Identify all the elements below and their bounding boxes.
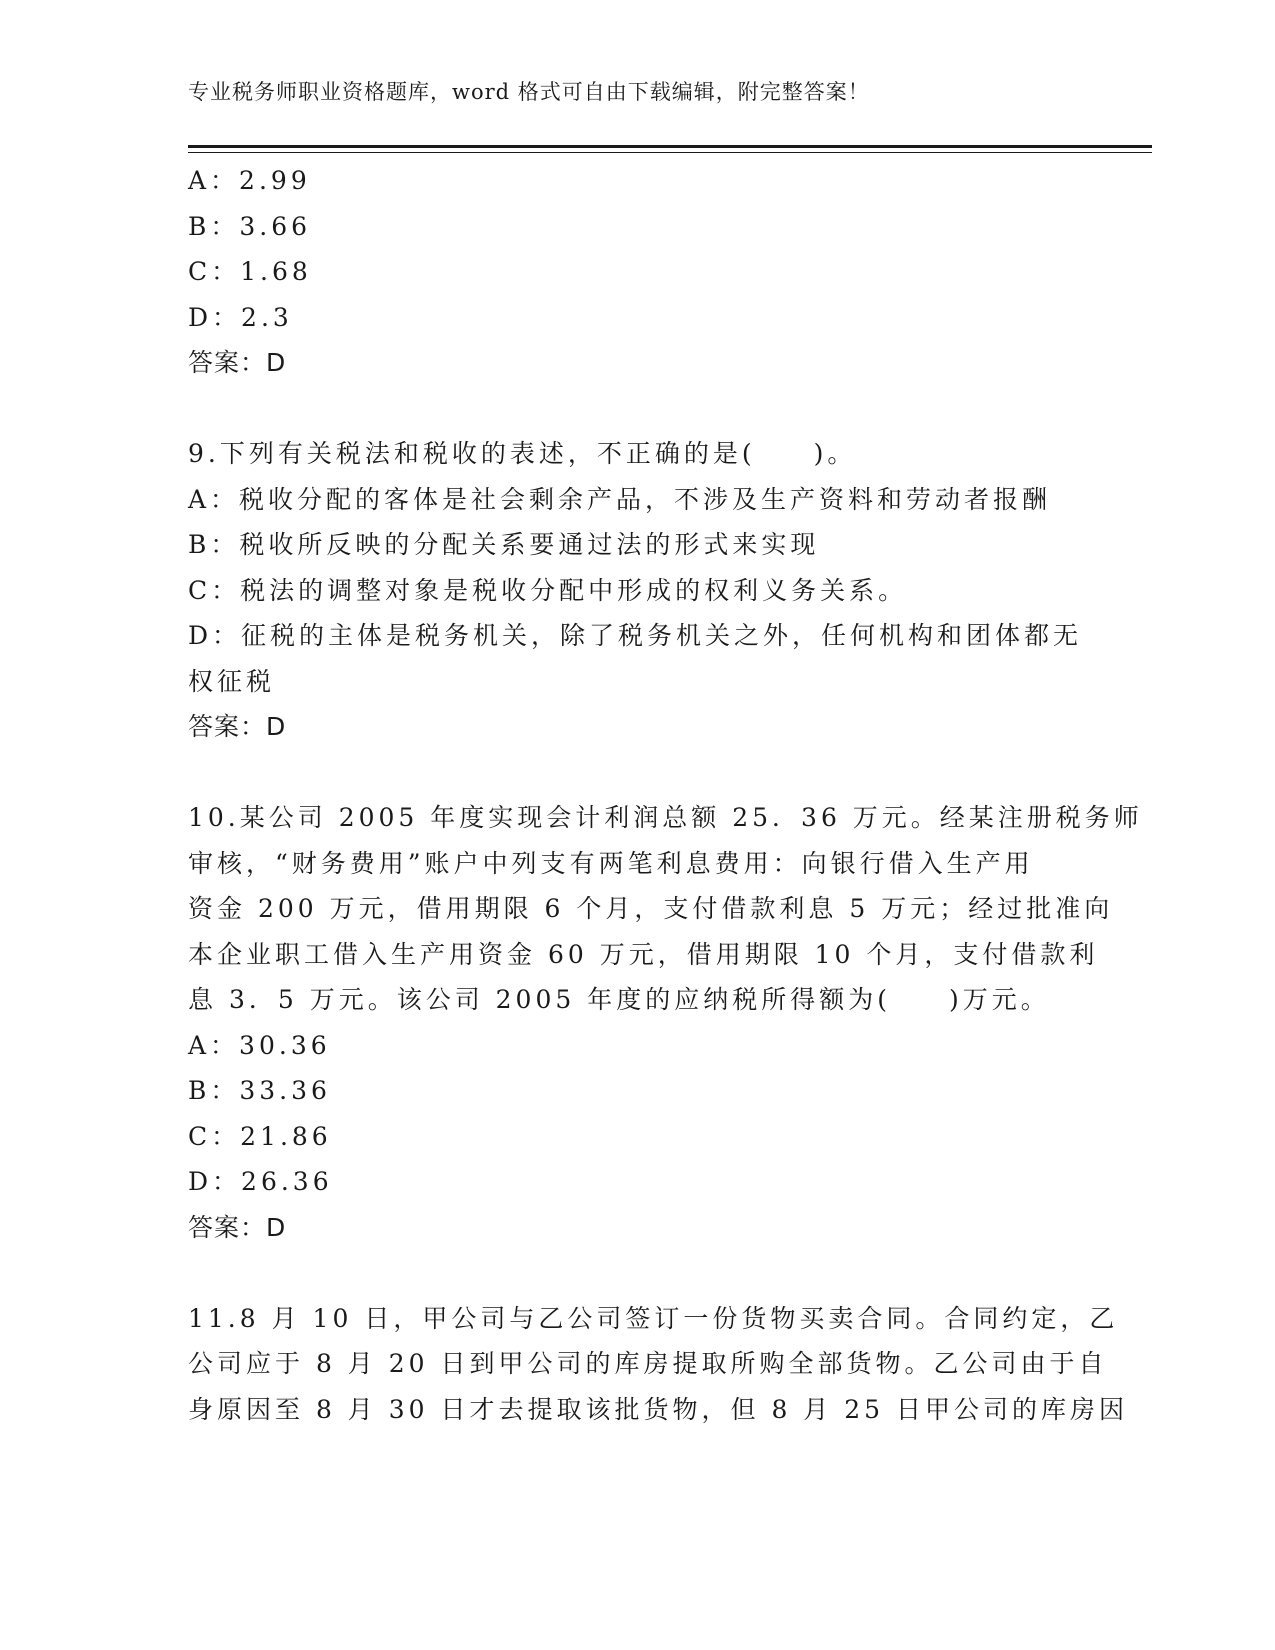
option-d: D：26.36 — [188, 1167, 333, 1196]
option-d: D：2.3 — [188, 302, 293, 332]
option-a: A：2.99 — [188, 166, 311, 195]
option-b: B：3.66 — [188, 211, 312, 241]
question-11-block — [188, 1296, 1129, 1433]
option-c: C：1.68 — [188, 257, 312, 286]
question-stem-line: 公司应于 8 月 20 日到甲公司的库房提取所购全部货物。乙公司由于自 — [188, 1349, 1108, 1378]
header-divider — [188, 145, 1152, 148]
question-stem-line: 10.某公司 2005 年度实现会计利润总额 25．36 万元。经某注册税务师 — [188, 803, 1143, 832]
option-b: B：税收所反映的分配关系要通过法的形式来实现 — [188, 530, 820, 559]
question-9-block — [188, 431, 1088, 750]
spacer — [188, 1250, 1088, 1296]
option-a: A：30.36 — [188, 1030, 331, 1060]
spacer — [188, 750, 1088, 796]
question-stem-line: 本企业职工借入生产用资金 60 万元，借用期限 10 个月，支付借款利 — [188, 939, 1099, 969]
spacer — [188, 386, 1088, 432]
question-content — [188, 158, 1143, 1432]
question-stem-line: 息 3．5 万元。该公司 2005 年度的应纳税所得额为( )万元。 — [188, 985, 1050, 1014]
option-c: C：税法的调整对象是税收分配中形成的权利义务关系。 — [188, 575, 908, 605]
question-stem-line: 11.8 月 10 日，甲公司与乙公司签订一份货物买卖合同。合同约定，乙 — [188, 1303, 1119, 1333]
option-a: A：税收分配的客体是社会剩余产品，不涉及生产资料和劳动者报酬 — [188, 484, 1052, 514]
answer-label: 答案：D — [188, 348, 287, 377]
header-divider-thin — [188, 152, 1152, 153]
option-b: B：33.36 — [188, 1076, 331, 1105]
question-stem: 9.下列有关税法和税收的表述，不正确的是( )。 — [188, 439, 857, 468]
answer-label: 答案：D — [188, 712, 287, 741]
option-d-continued: 权征税 — [188, 666, 276, 696]
option-c: C：21.86 — [188, 1121, 332, 1151]
question-stem-line: 资金 200 万元，借用期限 6 个月，支付借款利息 5 万元；经过批准向 — [188, 894, 1114, 923]
question-10-block — [188, 795, 1143, 1250]
question-8-block — [188, 158, 1088, 386]
option-d: D：征税的主体是税务机关，除了税务机关之外，任何机构和团体都无 — [188, 621, 1083, 650]
page-header: 专业税务师职业资格题库，word 格式可自由下载编辑，附完整答案！ — [188, 80, 870, 104]
question-stem-line: 审核，“财务费用”账户中列支有两笔利息费用：向银行借入生产用 — [188, 848, 1034, 878]
answer-label: 答案：D — [188, 1212, 287, 1242]
question-stem-line: 身原因至 8 月 30 日才去提取该批货物，但 8 月 25 日甲公司的库房因 — [188, 1394, 1129, 1424]
